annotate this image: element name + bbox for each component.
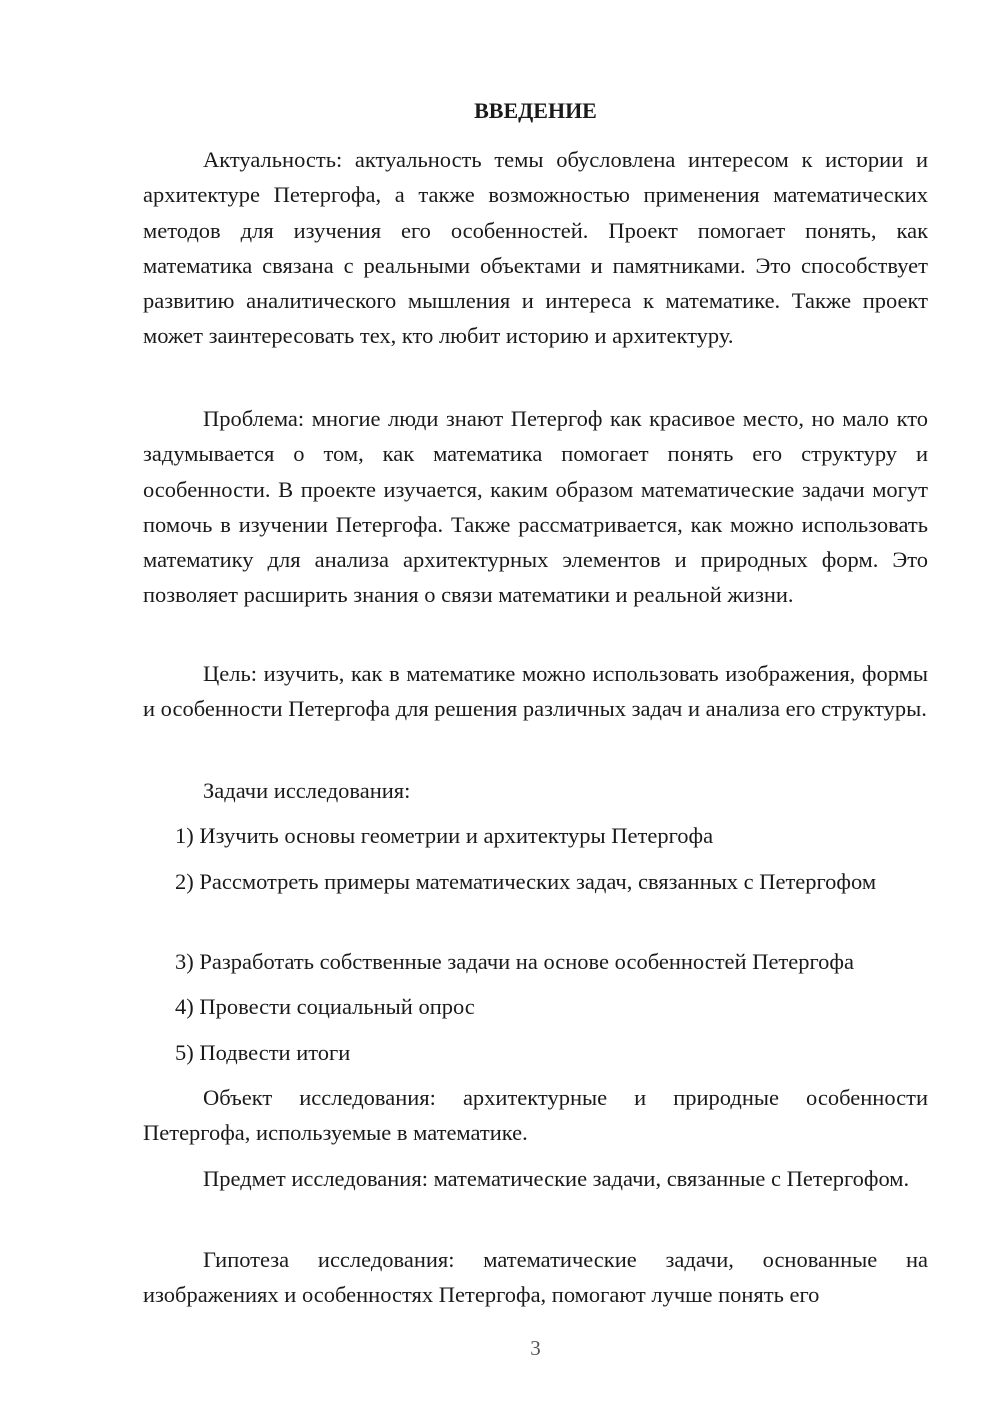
document-page [143, 0, 928, 1414]
object-paragraph: Объект исследования: архитектурные и природные особенности Петергофа, используемые в математике. [143, 1085, 928, 1146]
section-title: ВВЕДЕНИЕ [474, 98, 597, 123]
task-item-5: 5) Подвести итоги [175, 1040, 351, 1065]
task-item-2: 2) Рассмотреть примеры математических задач, связанных с Петергофом [175, 869, 877, 894]
task-item-3: 3) Разработать собственные задачи на основе особенностей Петергофа [175, 949, 854, 974]
page-number: 3 [530, 1336, 541, 1360]
tasks-heading: Задачи исследования: [203, 778, 411, 803]
hypothesis-paragraph: Гипотеза исследования: математические задачи, основанные на изображениях и особенностях Петергофа, помогают лучше понять его [143, 1247, 928, 1308]
task-item-4: 4) Провести социальный опрос [175, 994, 475, 1019]
task-item-1: 1) Изучить основы геометрии и архитектуры Петергофа [175, 823, 714, 848]
goal-paragraph: Цель: изучить, как в математике можно использовать изображения, формы и особенности Петергофа для решения различных задач и анализа его структуры. [143, 661, 928, 722]
relevance-paragraph: Актуальность: актуальность темы обусловлена интересом к истории и архитектуре Петергофа, а также возможностью применения математических методов для изучения его особенностей. Проект помогает понять, как математика связана с реальными объектами и памятниками. Это способствует развитию аналитического мышления и интереса к математике. Также проект может заинтересовать тех, кто любит историю и архитектуру. [143, 147, 928, 349]
problem-paragraph: Проблема: многие люди знают Петергоф как красивое место, но мало кто задумывается о том, как математика помогает понять его структуру и особенности. В проекте изучается, каким образом математические задачи могут помочь в изучении Петергофа. Также рассматривается, как можно использовать математику для анализа архитектурных элементов и природных форм. Это позволяет расширить знания о связи математики и реальной жизни. [143, 406, 928, 608]
subject-paragraph: Предмет исследования: математические задачи, связанные с Петергофом. [203, 1166, 910, 1191]
